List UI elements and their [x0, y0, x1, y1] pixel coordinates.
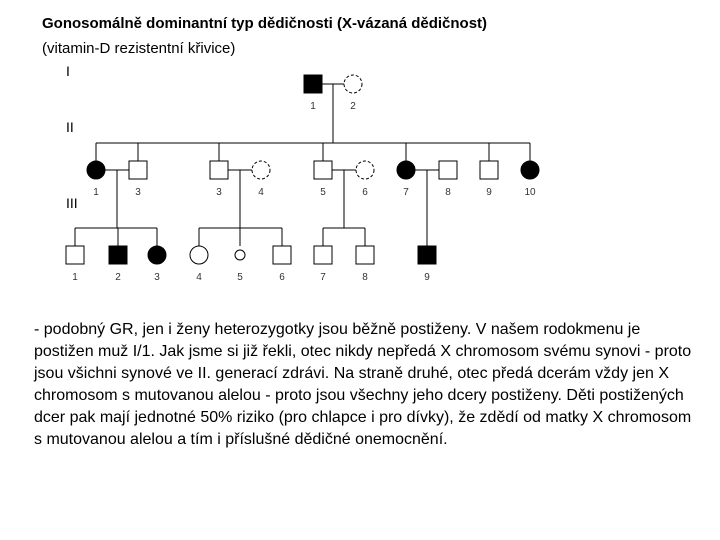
individual-number-II-3: 3	[216, 187, 222, 198]
individual-number-II-1: 1	[93, 187, 99, 198]
individual-I-2-female-unknown	[344, 75, 362, 93]
individual-II-2-male-unaffected	[129, 161, 147, 179]
individual-III-1-male-unaffected	[66, 246, 84, 264]
individual-number-III-7: 7	[320, 272, 326, 283]
individual-III-7-male-unaffected	[314, 246, 332, 264]
individual-III-9-male-affected	[418, 246, 436, 264]
individual-III-6-male-unaffected	[273, 246, 291, 264]
individual-number-III-1: 1	[72, 272, 78, 283]
individual-number-II-10: 10	[524, 187, 536, 198]
description-text: - podobný GR, jen i ženy heterozygotky jsou běžně postiženy. V našem rodokmenu je postižen muž I/1. Jak jsme si již řekli, otec nikdy nepředá X chromosom svému synovi - proto jsou všichni synové ve II. generací zdrávi. Na straně druhé, otec předá dcerám vždy jen X chromosom s mutovanou alelou - proto jsou všechny jeho dcery postiženy. Děti postižených dcer pak mají jednotné 50% riziko (pro chlapce i pro dívky), že zdědí od matky X chromosom s mutovanou alelou a tím i příslušné dědičné onemocnění.	[34, 321, 692, 448]
individual-number-II-2: 3	[135, 187, 141, 198]
individual-I-1-male-affected	[304, 75, 322, 93]
individual-number-II-8: 8	[445, 187, 451, 198]
individual-number-I-1: 1	[310, 101, 316, 112]
individual-III-8-male-unaffected	[356, 246, 374, 264]
individual-II-5-male-unaffected	[314, 161, 332, 179]
individual-number-III-3: 3	[154, 272, 160, 283]
individual-number-III-5: 5	[237, 272, 243, 283]
individual-number-III-4: 4	[196, 272, 202, 283]
individual-III-3-female-affected	[148, 246, 166, 264]
individual-number-II-4: 4	[258, 187, 264, 198]
individual-number-III-2: 2	[115, 272, 121, 283]
individual-number-III-9: 9	[424, 272, 430, 283]
individual-number-III-8: 8	[362, 272, 368, 283]
page-subtitle: (vitamin-D rezistentní křivice)	[42, 40, 236, 57]
page-title: Gonosomálně dominantní typ dědičnosti (X-vázaná dědičnost)	[42, 15, 488, 32]
individual-number-II-6: 6	[362, 187, 368, 198]
individual-number-II-9: 9	[486, 187, 492, 198]
individual-II-4-female-unknown	[252, 161, 270, 179]
individual-II-10-female-affected	[521, 161, 539, 179]
pedigree-individuals	[66, 75, 539, 264]
individual-II-8-male-unaffected	[439, 161, 457, 179]
generation-label-2: II	[66, 119, 74, 135]
individual-II-6-female-unknown	[356, 161, 374, 179]
individual-II-3-male-unaffected	[210, 161, 228, 179]
individual-number-I-2: 2	[350, 101, 356, 112]
individual-II-1-female-affected	[87, 161, 105, 179]
individual-number-II-7: 7	[403, 187, 409, 198]
individual-III-4-female-unaffected	[190, 246, 208, 264]
individual-III-5-female-unaffected	[235, 250, 245, 260]
individual-number-II-5: 5	[320, 187, 326, 198]
individual-number-III-6: 6	[279, 272, 285, 283]
generation-label-3: III	[66, 195, 78, 211]
generation-label-1: I	[66, 63, 70, 79]
individual-II-7-female-affected	[397, 161, 415, 179]
individual-III-2-male-affected	[109, 246, 127, 264]
individual-II-9-male-unaffected	[480, 161, 498, 179]
